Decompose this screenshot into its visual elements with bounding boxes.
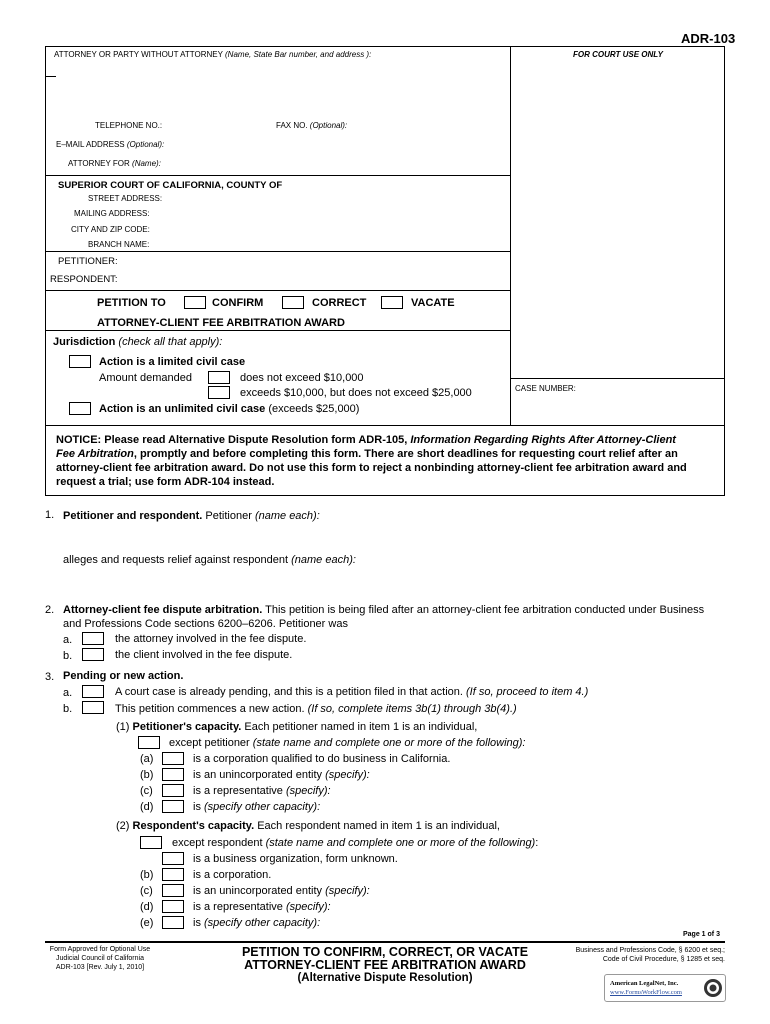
petitioner-label: PETITIONER:	[58, 256, 118, 267]
p1b-checkbox[interactable]	[162, 768, 184, 781]
email-label: E–MAIL ADDRESS (Optional):	[56, 140, 165, 149]
item2b-text: the client involved in the fee dispute.	[115, 649, 293, 661]
pending-case-checkbox[interactable]	[82, 685, 104, 698]
item3a-text: A court case is already pending, and this is a petition filed in that action. (If so, proceed to item 4.)	[115, 686, 589, 698]
p2a-text: is a business organization, form unknown.	[193, 853, 398, 865]
left-border	[45, 46, 46, 496]
city-zip-label: CITY AND ZIP CODE:	[71, 225, 150, 234]
petition-to-label: PETITION TO	[97, 297, 166, 309]
item3b-text: This petition commences a new action. (If so, complete items 3b(1) through 3b(4).)	[115, 703, 517, 715]
item2b-label: b.	[63, 650, 73, 662]
item3-title: Pending or new action.	[63, 670, 184, 682]
p2d-text: is a representative (specify):	[193, 901, 331, 913]
petitioner-except-checkbox[interactable]	[138, 736, 160, 749]
revision-text: ADR-103 [Rev. July 1, 2010]	[55, 964, 145, 971]
item3b-label: b.	[63, 703, 73, 715]
amount-demanded-label: Amount demanded	[99, 372, 192, 384]
footer-title-3: (Alternative Dispute Resolution)	[297, 972, 473, 984]
code-citation-1: Business and Professions Code, § 6200 et seq.;	[575, 947, 725, 954]
limited-civil-checkbox[interactable]	[69, 355, 91, 368]
respondent-except-checkbox[interactable]	[140, 836, 162, 849]
notice-line-4: request a trial; use form ADR-104 instead.	[56, 476, 275, 488]
footer-rule	[45, 941, 725, 943]
p1c-label: (c)	[140, 785, 153, 797]
petitioner-except-text: except petitioner (state name and complete one or more of the following):	[169, 737, 526, 749]
vacate-checkbox[interactable]	[381, 296, 403, 309]
p1a-checkbox[interactable]	[162, 752, 184, 765]
exceeds-checkbox[interactable]	[208, 386, 230, 399]
court-use-label: FOR COURT USE ONLY	[573, 50, 663, 59]
item1-number: 1.	[45, 509, 55, 521]
page-number: Page 1 of 3	[683, 931, 720, 938]
publisher-badge	[604, 974, 726, 1002]
jurisdiction-label: Jurisdiction (check all that apply):	[53, 336, 223, 348]
item3a-label: a.	[63, 687, 73, 699]
p2c-label: (c)	[140, 885, 153, 897]
new-action-checkbox[interactable]	[82, 701, 104, 714]
p1d-checkbox[interactable]	[162, 800, 184, 813]
attorney-checkbox[interactable]	[82, 632, 104, 645]
p1a-label: (a)	[140, 753, 154, 765]
p2e-label: (e)	[140, 917, 154, 929]
not-exceed-label: does not exceed $10,000	[240, 372, 364, 384]
footer-title-2: ATTORNEY-CLIENT FEE ARBITRATION AWARD	[244, 958, 526, 972]
attorney-for-label: ATTORNEY FOR (Name):	[68, 159, 161, 168]
caption-section-bottom	[45, 330, 511, 331]
form-approval-block	[45, 945, 155, 972]
case-number-label: CASE NUMBER:	[515, 384, 576, 393]
client-checkbox[interactable]	[82, 648, 104, 661]
case-number-top	[510, 378, 725, 379]
unlimited-civil-label: Action is an unlimited civil case (exceeds $25,000)	[99, 403, 360, 415]
item2-number: 2.	[45, 604, 55, 616]
attorney-section-bottom	[45, 175, 511, 176]
publisher-name: American LegalNet, Inc.	[610, 980, 679, 987]
p1b-text: is an unincorporated entity (specify):	[193, 769, 370, 781]
code-citations	[545, 946, 725, 964]
footer-title-block	[225, 946, 545, 985]
p2e-text: is (specify other capacity):	[193, 917, 321, 929]
correct-label: CORRECT	[312, 297, 367, 309]
limited-civil-label: Action is a limited civil case	[99, 356, 246, 368]
not-exceed-checkbox[interactable]	[208, 371, 230, 384]
jurisdiction-bottom	[45, 425, 725, 426]
publisher-logo-icon	[703, 978, 723, 998]
footer-title-1: PETITION TO CONFIRM, CORRECT, OR VACATE	[241, 945, 529, 959]
form-id: ADR-103	[681, 31, 736, 46]
attorney-label: ATTORNEY OR PARTY WITHOUT ATTORNEY (Name, State Bar number, and address ):	[54, 50, 372, 59]
unlimited-civil-checkbox[interactable]	[69, 402, 91, 415]
p2c-text: is an unincorporated entity (specify):	[193, 885, 370, 897]
p1c-text: is a representative (specify):	[193, 785, 331, 797]
respondent-except-text: except respondent (state name and complete one or more of the following):	[172, 837, 539, 849]
p2b-text: is a corporation.	[193, 869, 272, 881]
item2a-label: a.	[63, 634, 73, 646]
award-title: ATTORNEY-CLIENT FEE ARBITRATION AWARD	[97, 317, 345, 329]
confirm-checkbox[interactable]	[184, 296, 206, 309]
attorney-dash	[45, 76, 56, 77]
notice-block	[56, 433, 687, 489]
petitioner-capacity: (1) Petitioner's capacity. Each petitioner named in item 1 is an individual,	[116, 721, 478, 733]
item1-heading: Petitioner and respondent. Petitioner (name each):	[63, 510, 320, 522]
branch-name-label: BRANCH NAME:	[88, 240, 150, 249]
correct-checkbox[interactable]	[282, 296, 304, 309]
p2e-checkbox[interactable]	[162, 916, 184, 929]
notice-bottom	[45, 495, 725, 496]
court-section-bottom	[45, 251, 511, 252]
p2d-checkbox[interactable]	[162, 900, 184, 913]
item2-line-2: and Professions Code sections 6200–6206. Petitioner was	[63, 618, 348, 630]
p1b-label: (b)	[140, 769, 154, 781]
confirm-label: CONFIRM	[212, 297, 264, 309]
item2a-text: the attorney involved in the fee dispute.	[115, 633, 307, 645]
notice-line-2: Fee Arbitration, promptly and before completing this form. There are short deadlines for requesting court relief after an	[56, 448, 678, 460]
p2c-checkbox[interactable]	[162, 884, 184, 897]
right-border	[724, 46, 725, 496]
exceeds-label: exceeds $10,000, but does not exceed $25,000	[240, 387, 472, 399]
p2d-label: (d)	[140, 901, 154, 913]
telephone-label: TELEPHONE NO.:	[95, 121, 163, 130]
vacate-label: VACATE	[411, 297, 455, 309]
p1a-text: is a corporation qualified to do business in California.	[193, 753, 451, 765]
street-address-label: STREET ADDRESS:	[88, 194, 163, 203]
code-citation-2: Code of Civil Procedure, § 1285 et seq.	[602, 956, 725, 963]
item2-line-1: Attorney-client fee dispute arbitration. This petition is being filed after an attorney-client fee arbitration conducted under Business	[63, 604, 705, 616]
respondent-label: RESPONDENT:	[50, 274, 118, 285]
respondent-capacity: (2) Respondent's capacity. Each respondent named in item 1 is an individual,	[116, 820, 500, 832]
p1c-checkbox[interactable]	[162, 784, 184, 797]
p2a-checkbox[interactable]	[162, 852, 184, 865]
notice-line-1: NOTICE: Please read Alternative Dispute Resolution form ADR-105, Information Regarding Rights After Attorney-Client	[56, 434, 676, 446]
parties-section-bottom	[45, 290, 511, 291]
p2b-label: (b)	[140, 869, 154, 881]
top-border	[45, 46, 725, 47]
publisher-website[interactable]: www.FormsWorkFlow.com	[610, 989, 682, 996]
notice-line-3: attorney-client fee arbitration award. Do not use this form to reject a nonbinding attorney-client fee arbitration award and	[56, 462, 687, 474]
approved-text: Form Approved for Optional Use	[49, 946, 151, 953]
p2b-checkbox[interactable]	[162, 868, 184, 881]
item3-number: 3.	[45, 671, 55, 683]
fax-label: FAX NO. (Optional):	[276, 121, 348, 130]
council-text: Judicial Council of California	[56, 955, 144, 962]
p1d-text: is (specify other capacity):	[193, 801, 321, 813]
court-title: SUPERIOR COURT OF CALIFORNIA, COUNTY OF	[58, 180, 283, 191]
mailing-address-label: MAILING ADDRESS:	[74, 209, 150, 218]
court-column-divider	[510, 46, 511, 426]
item1-alleges: alleges and requests relief against respondent (name each):	[63, 554, 356, 566]
p1d-label: (d)	[140, 801, 154, 813]
